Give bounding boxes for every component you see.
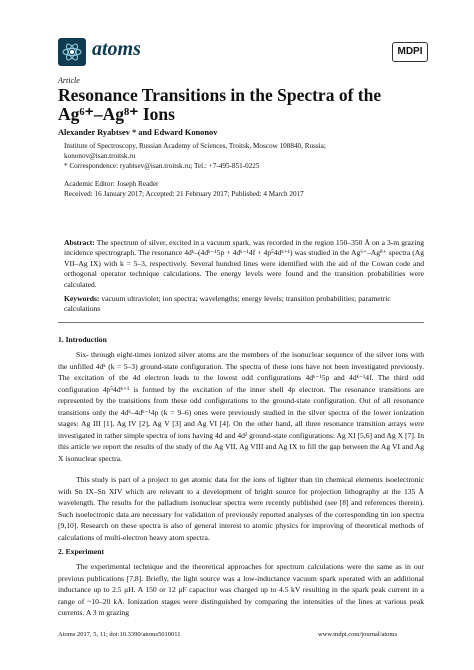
abstract-text: The spectrum of silver, excited in a vacuum spark, was recorded in the region 150–350 Å on a 3-m grazing incidence spectrograph. The resonance 4dᵏ–(4dᵏ⁻¹5p + 4dᵏ⁻¹4f + 4p⁵4dᵏ⁺¹) was studied in the Ag⁶⁺–Ag⁸⁺ spectra (Ag VII–Ag IX) with k = 5–3, respectively. Several hundred lines were identified with the aid of the Cowan code and orthogonal operator technique calculations. The energy levels were found and the transition probabilities were calculated. bbox=[64, 238, 424, 289]
journal-logo-icon bbox=[58, 38, 86, 66]
abstract-label: Abstract: bbox=[64, 238, 95, 247]
academic-editor: Academic Editor: Joseph Reader bbox=[64, 180, 159, 188]
experiment-paragraph-1 bbox=[58, 561, 424, 619]
correspondence: * Correspondence: ryabtsev@isan.troitsk.ru; Tel.: +7-495-851-0225 bbox=[64, 162, 260, 170]
section-heading-introduction: 1. Introduction bbox=[58, 335, 107, 344]
footer-citation: Atoms 2017, 5, 11; doi:10.3390/atoms5010011 bbox=[58, 631, 181, 638]
divider bbox=[58, 322, 424, 323]
publication-dates: Received: 16 January 2017; Accepted: 21 February 2017; Published: 4 March 2017 bbox=[64, 190, 304, 198]
introduction-paragraph-1 bbox=[58, 349, 424, 464]
keywords-label: Keywords: bbox=[64, 294, 100, 303]
section-heading-experiment: 2. Experiment bbox=[58, 547, 104, 556]
paragraph-text: This study is part of a project to get atomic data for the ions of lighter than tin chemical elements isoelectronic with Sn IX–Sn XIV which are relevant to a development of bright source for projection lithography at the 135 Å wavelength. The results for the palladium isonuclear spectra were recently published (see [8] and references therein). Such isoelectronic data are necessary for validation of previously reported analyses of the corresponding tin ion spectra [9,10]. Research on these spectra is also of general interest to atomic physics for improving of theoretical methods of calculations of multi-electron heavy atom spectra. bbox=[58, 475, 424, 542]
keywords-text: vacuum ultraviolet; ion spectra; wavelengths; energy levels; transition probabilities; parametric calculations bbox=[64, 294, 391, 314]
journal-name: atoms bbox=[92, 38, 141, 60]
article-title: Resonance Transitions in the Spectra of the Ag⁶⁺–Ag⁸⁺ Ions bbox=[58, 85, 382, 124]
abstract bbox=[64, 238, 424, 290]
author-list: Alexander Ryabtsev * and Edward Kononov bbox=[58, 128, 218, 137]
paragraph-text: The experimental technique and the theoretical approaches for spectrum calculations were the same as in our previous publications [7,8]. Briefly, the light source was a low-inductance vacuum spark operated with an additional inductance up to 2.5 μH. A 150 or 12 μF capacitor was charged up to 4.5 kV resulting in the spark peak current in a range of ~10–20 kA. Ionization stages were distinguished by comparing the intensities of the lines at various peak currents. A 3 m grazing bbox=[58, 562, 424, 617]
affiliation: Institute of Spectroscopy, Russian Academy of Sciences, Troitsk, Moscow 108840, Russia; bbox=[64, 142, 326, 150]
author-email[interactable]: kononov@isan.troitsk.ru bbox=[64, 152, 136, 160]
publisher-logo[interactable]: MDPI bbox=[392, 42, 428, 62]
introduction-paragraph-2 bbox=[58, 474, 424, 543]
footer-url[interactable]: www.mdpi.com/journal/atoms bbox=[318, 631, 398, 638]
article-type: Article bbox=[58, 76, 80, 85]
paragraph-text: Six- through eight-times ionized silver atoms are the members of the isonuclear sequence of the silver ions with the unfilled 4dᵏ (k = 5–3) ground-state configuration. The spectra of these ions have not been investigated previously. The excitation of the 4d electron leads to the lowest odd configurations 4dᵏ⁻¹5p and 4dᵏ⁻¹4f. The third odd configuration 4p⁵4dᵏ⁺¹ is formed by the excitation of the inner shell 4p electron. The resonance transitions are represented by the transitions from these odd configurations to the ground-state configuration. Out of all resonance transitions only the 4dᵏ–4dᵏ⁻¹4p (k = 9–6) ones were previously studied in the silver spectra of the lower ionization stages: Ag III [1], Ag IV [2], Ag V [3] and Ag VI [4]. On the other hand, all three resonance transition arrays were investigated in rather simple spectra of ions having 4d and 4d² ground-state configurations: Ag XI [5,6] and Ag X [7]. In this article we report the results of the study of the Ag VII, Ag VIII and Ag IX to fill the gap between the Ag VI and Ag X isonuclear spectra. bbox=[58, 350, 424, 463]
keywords bbox=[64, 294, 424, 315]
